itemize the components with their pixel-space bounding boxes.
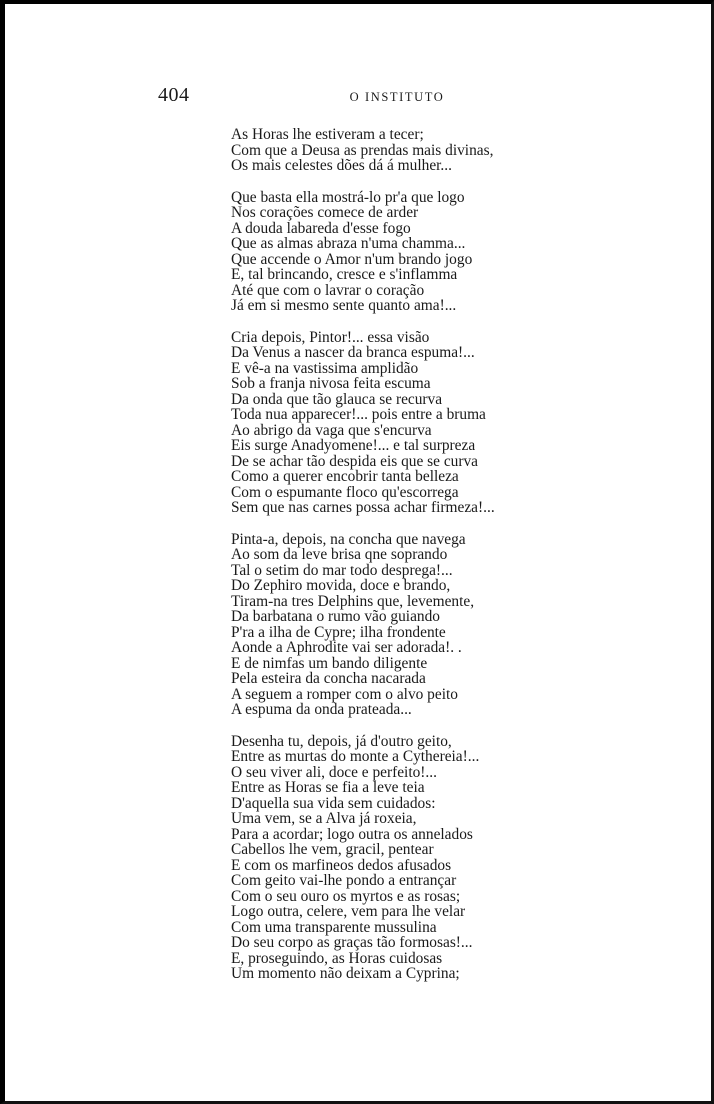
stanza-3 xyxy=(231,330,495,516)
poem-line: Já em si mesmo sente quanto ama!... xyxy=(231,297,457,314)
poem-line: As Horas lhe estiveram a tecer; xyxy=(231,126,424,143)
poem-line: A douda labareda d'esse fogo xyxy=(231,219,411,237)
poem-line: E com os marfineos dedos afusados xyxy=(231,856,452,874)
poem-line: Pinta-a, depois, na concha que navega xyxy=(231,530,466,548)
stanza-2 xyxy=(231,190,495,314)
poem-line: Com que a Deusa as prendas mais divinas, xyxy=(231,141,494,159)
poem-line: Que accende o Amor n'um brando jogo xyxy=(231,250,473,268)
poem-line: E, proseguindo, as Horas cuidosas xyxy=(231,949,443,967)
poem-line: Até que com o lavrar o coração xyxy=(231,281,425,299)
poem-line: E de nimfas um bando diligente xyxy=(231,654,428,672)
poem-line: Os mais celestes dões dá á mulher... xyxy=(231,157,452,174)
poem-line: A espuma da onda prateada... xyxy=(231,701,412,718)
poem-line: E, tal brincando, cresce e s'inflamma xyxy=(231,266,458,283)
poem-line: Da onda que tão glauca se recurva xyxy=(231,390,443,408)
poem-line: Toda nua apparecer!... pois entre a bruma xyxy=(231,406,486,423)
poem-line: Entre as murtas do monte a Cythereia!... xyxy=(231,748,480,765)
poem-line: Nos corações comece de arder xyxy=(231,204,419,221)
poem-line: Com o seu ouro os myrtos e as rosas; xyxy=(231,887,461,905)
poem-line: Tiram-na tres Delphins que, levemente, xyxy=(231,592,475,610)
poem-line: Sem que nas carnes possa achar firmeza!... xyxy=(231,499,495,516)
poem xyxy=(231,127,495,998)
poem-line: Desenha tu, depois, já d'outro geito, xyxy=(231,732,452,750)
poem-line: Com uma transparente mussulina xyxy=(231,918,437,936)
running-title: O INSTITUTO xyxy=(349,90,445,104)
page-number: 404 xyxy=(158,84,190,106)
poem-line: Logo outra, celere, vem para lhe velar xyxy=(231,903,466,920)
poem-line: Ao som da leve brisa qne soprando xyxy=(231,546,448,563)
poem-line: Da barbatana o rumo vão guiando xyxy=(231,608,440,625)
poem-line: Para a acordar; logo outra os annelados xyxy=(231,825,473,843)
poem-line: Um momento não deixam a Cyprina; xyxy=(231,965,460,982)
poem-line: De se achar tão despida eis que se curva xyxy=(231,452,478,470)
poem-line: Pela esteira da concha nacarada xyxy=(231,670,426,687)
stanza-5 xyxy=(231,734,495,982)
stanza-1 xyxy=(231,127,495,174)
poem-line: Como a querer encobrir tanta belleza xyxy=(231,468,459,485)
poem-line: Ao abrigo da vaga que s'encurva xyxy=(231,421,432,439)
poem-line: Do Zephiro movida, doce e brando, xyxy=(231,577,451,594)
poem-line: Que as almas abraza n'uma chamma... xyxy=(231,235,466,252)
poem-line: Tal o setim do mar todo desprega!... xyxy=(231,561,453,579)
poem-line: Com o espumante floco qu'escorrega xyxy=(231,483,459,501)
poem-line: Eis surge Anadyomene!... e tal surpreza xyxy=(231,437,476,454)
poem-line: A seguem a romper com o alvo peito xyxy=(231,685,458,703)
poem-line: D'aquella sua vida sem cuidados: xyxy=(231,794,436,812)
stanza-4 xyxy=(231,532,495,718)
poem-line: Entre as Horas se fia a leve teia xyxy=(231,779,425,796)
poem-line: Aonde a Aphrodite vai ser adorada!. . xyxy=(231,639,462,656)
poem-line: E vê-a na vastissima amplidão xyxy=(231,359,419,377)
poem-line: P'ra a ilha de Cypre; ilha frondente xyxy=(231,623,446,641)
poem-line: Uma vem, se a Alva já roxeia, xyxy=(231,810,417,827)
poem-line: Cria depois, Pintor!... essa visão xyxy=(231,328,430,346)
poem-line: Da Venus a nascer da branca espuma!... xyxy=(231,344,475,361)
poem-line: Cabellos lhe vem, gracil, pentear xyxy=(231,841,434,858)
poem-line: Que basta ella mostrá-lo pr'a que logo xyxy=(231,188,465,206)
poem-line: Sob a franja nivosa feita escuma xyxy=(231,375,431,392)
poem-line: O seu viver ali, doce e perfeito!... xyxy=(231,763,437,781)
poem-line: Do seu corpo as graças tão formosas!... xyxy=(231,934,473,951)
poem-line: Com geito vai-lhe pondo a entrançar xyxy=(231,872,457,889)
